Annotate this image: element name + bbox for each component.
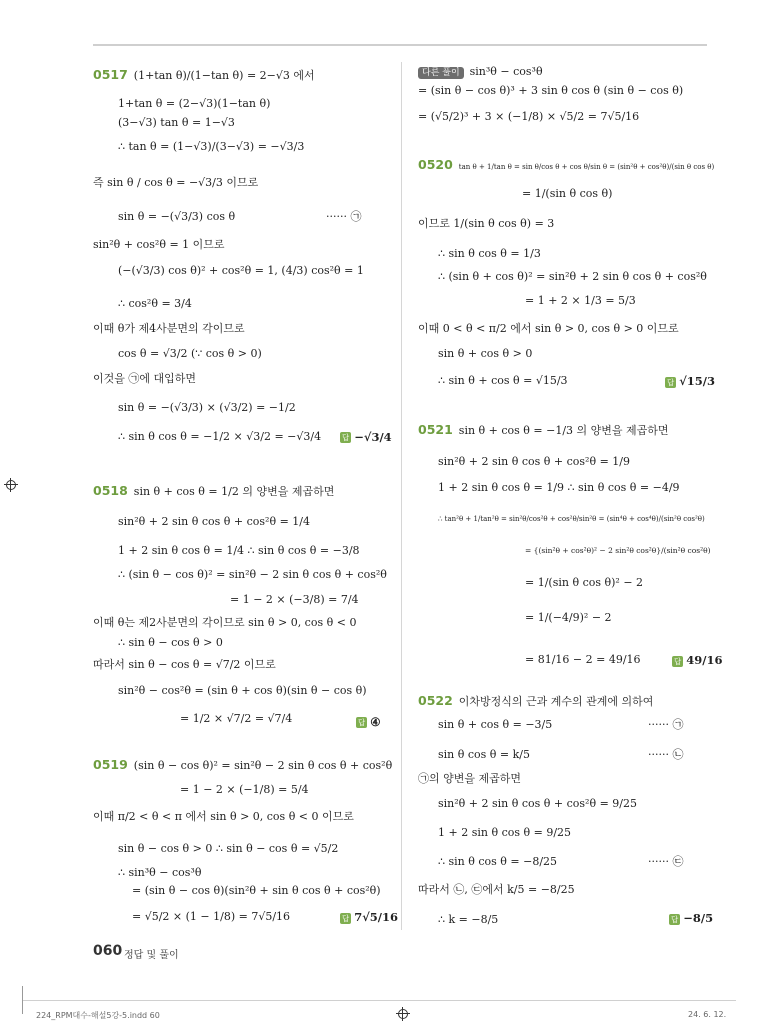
solution-line: [648, 748, 683, 762]
answer-value: ④: [370, 715, 381, 729]
solution-line: [93, 658, 276, 672]
solution-line: [132, 910, 290, 924]
math-text: ∴ cos²θ = 3/4: [118, 297, 192, 310]
math-text: = 1/2 × √7/2 = √7/4: [180, 712, 293, 725]
math-text: tan θ + 1/tan θ = sin θ/cos θ + cos θ/sin θ = (sin²θ + cos²θ)/(sin θ cos θ): [458, 163, 715, 171]
math-text: sin θ + cos θ > 0: [438, 347, 533, 360]
solution-line: [438, 481, 680, 495]
solution-line: [648, 718, 683, 732]
answer-value: 7√5/16: [354, 910, 399, 924]
math-text: ∴ sin³θ − cos³θ: [118, 866, 202, 879]
answer-line: [669, 911, 713, 927]
answer-badge: 답: [358, 718, 366, 727]
problem-0519: [93, 758, 392, 773]
solution-line: [418, 84, 683, 98]
solution-line: [93, 176, 258, 190]
solution-line: [648, 855, 683, 869]
math-text: ∴ tan θ = (1−√3)/(3−√3) = −√3/3: [118, 140, 305, 153]
answer-badge: 답: [667, 378, 675, 387]
math-text: = 1 − 2 × (−1/8) = 5/4: [180, 783, 309, 796]
solution-line: [118, 297, 192, 311]
solution-line: [438, 374, 568, 388]
solution-line: [326, 210, 361, 224]
problem-0518: [93, 484, 334, 499]
solution-line: [93, 238, 225, 252]
math-text: = 81/16 − 2 = 49/16: [525, 653, 641, 666]
problem-0520: [418, 158, 714, 174]
math-text: sin θ − cos θ > 0 ∴ sin θ − cos θ = √5/2: [118, 842, 339, 855]
math-text: ∴ sin θ − cos θ > 0: [118, 636, 223, 649]
math-text: = 1/(sin θ cos θ)² − 2: [525, 576, 644, 589]
math-text: (sin θ − cos θ)² = sin²θ − 2 sin θ cos θ + cos²θ: [133, 759, 393, 772]
answer-value: −√3/4: [354, 430, 392, 444]
registration-mark-icon: [396, 1007, 410, 1021]
math-text: 이때 π/2 < θ < π 에서 sin θ > 0, cos θ < 0 이므로: [93, 810, 354, 823]
math-text: ∴ tan²θ + 1/tan²θ = sin²θ/cos²θ + cos²θ/sin²θ = (sin⁴θ + cos⁴θ)/(sin²θ cos²θ): [438, 515, 705, 523]
problem-0517: [93, 68, 315, 83]
solution-line: [525, 653, 641, 667]
answer-line: [340, 430, 392, 445]
solution-line: [118, 636, 223, 650]
solution-line: [438, 455, 630, 469]
solution-line: [438, 855, 557, 869]
header-rule: [93, 44, 707, 46]
solution-line: [118, 347, 262, 361]
solution-line: [438, 270, 707, 284]
math-text: sin²θ − cos²θ = (sin θ + cos θ)(sin θ − cos θ): [118, 684, 367, 697]
math-text: = (√5/2)³ + 3 × (−1/8) × √5/2 = 7√5/16: [418, 110, 640, 123]
math-text: 즉 sin θ / cos θ = −√3/3 이므로: [93, 176, 259, 189]
solution-line: [93, 616, 356, 630]
math-text: sin θ = −(√3/3) × (√3/2) = −1/2: [118, 401, 296, 414]
solution-line: [418, 883, 575, 897]
math-text: 이때 0 < θ < π/2 에서 sin θ > 0, cos θ > 0 이므로: [418, 322, 679, 335]
math-text: (1+tan θ)/(1−tan θ) = 2−√3 에서: [133, 69, 315, 82]
solution-line: [118, 210, 235, 224]
registration-mark-icon: [4, 478, 18, 492]
answer-badge: 답: [342, 914, 350, 923]
solution-line: [418, 65, 543, 80]
math-text: 이때 θ가 제4사분면의 각이므로: [93, 322, 245, 335]
math-text: sin θ = −(√3/3) cos θ: [118, 210, 236, 223]
math-text: ······ ㉢: [648, 855, 684, 868]
solution-line: [438, 748, 530, 762]
math-text: ∴ sin θ cos θ = −8/25: [438, 855, 558, 868]
math-text: sin³θ − cos³θ: [469, 65, 543, 78]
math-text: ······ ㉡: [648, 748, 684, 761]
math-text: = 1 + 2 × 1/3 = 5/3: [525, 294, 636, 307]
solution-line: [180, 712, 292, 726]
problem-number: 0518: [93, 483, 128, 498]
math-text: 1 + 2 sin θ cos θ = 1/9 ∴ sin θ cos θ = −4/9: [438, 481, 680, 494]
solution-line: [418, 110, 639, 124]
solution-line: [118, 684, 367, 698]
solution-line: [118, 116, 235, 130]
math-text: ㉠의 양변을 제곱하면: [418, 772, 522, 785]
math-text: sin θ + cos θ = 1/2 의 양변을 제곱하면: [133, 485, 335, 498]
solution-line: [525, 576, 643, 590]
math-text: sin²θ + 2 sin θ cos θ + cos²θ = 9/25: [438, 797, 637, 810]
answer-line: [665, 374, 715, 390]
solution-line: [118, 515, 310, 529]
math-text: = 1 − 2 × (−3/8) = 7/4: [230, 593, 359, 606]
math-text: ∴ sin θ + cos θ = √15/3: [438, 374, 568, 387]
solution-line: [93, 372, 196, 386]
solution-line: [118, 568, 387, 582]
solution-line: [93, 322, 245, 336]
solution-line: [418, 322, 679, 336]
solution-line: [438, 797, 637, 811]
solution-line: [525, 544, 711, 558]
math-text: (3−√3) tan θ = 1−√3: [118, 116, 235, 129]
crop-mark: [22, 986, 23, 1014]
answer-value: √15/3: [679, 374, 716, 388]
math-text: 이때 θ는 제2사분면의 각이므로 sin θ > 0, cos θ < 0: [93, 616, 357, 629]
math-text: 이므로 1/(sin θ cos θ) = 3: [418, 217, 555, 230]
math-text: 따라서 sin θ − cos θ = √7/2 이므로: [93, 658, 276, 671]
math-text: ∴ sin θ cos θ = −1/2 × √3/2 = −√3/4: [118, 430, 322, 443]
solution-line: [118, 264, 364, 278]
solution-line: [118, 866, 201, 880]
math-text: 1 + 2 sin θ cos θ = 9/25: [438, 826, 572, 839]
solution-line: [418, 217, 554, 231]
answer-line: [672, 653, 722, 669]
problem-0522: [418, 694, 653, 709]
math-text: sin θ + cos θ = −1/3 의 양변을 제곱하면: [458, 424, 669, 437]
solution-line: [230, 593, 359, 607]
math-text: ∴ (sin θ + cos θ)² = sin²θ + 2 sin θ cos θ + cos²θ: [438, 270, 707, 283]
math-text: cos θ = √3/2 (∵ cos θ > 0): [118, 347, 262, 360]
solution-line: [525, 611, 612, 625]
math-text: sin²θ + 2 sin θ cos θ + cos²θ = 1/9: [438, 455, 630, 468]
math-text: = {(sin²θ + cos²θ)² − 2 sin²θ cos²θ}/(sin²θ cos²θ): [525, 546, 711, 555]
answer-value: −8/5: [683, 911, 714, 925]
math-text: sin θ + cos θ = −3/5: [438, 718, 553, 731]
alt-solution-badge: 다른 풀이: [418, 67, 464, 79]
solution-line: [93, 810, 354, 824]
solution-line: [522, 187, 612, 201]
answer-badge: 답: [674, 657, 682, 666]
math-text: sin²θ + 2 sin θ cos θ + cos²θ = 1/4: [118, 515, 310, 528]
problem-number: 0519: [93, 757, 128, 772]
math-text: 이차방정식의 근과 계수의 관계에 의하여: [458, 695, 654, 708]
problem-number: 0522: [418, 693, 453, 708]
math-text: = (sin θ − cos θ)³ + 3 sin θ cos θ (sin θ − cos θ): [418, 84, 684, 97]
math-text: 따라서 ㉡, ㉢에서 k/5 = −8/25: [418, 883, 575, 896]
solution-line: [132, 884, 381, 898]
math-text: = 1/(−4/9)² − 2: [525, 611, 612, 624]
solution-line: [118, 401, 296, 415]
slug-rule: [22, 1000, 736, 1001]
math-text: ∴ (sin θ − cos θ)² = sin²θ − 2 sin θ cos θ + cos²θ: [118, 568, 387, 581]
math-text: 이것을 ㉠에 대입하면: [93, 372, 197, 385]
solution-line: [438, 718, 552, 732]
column-divider: [401, 62, 402, 930]
page-number: 060: [93, 943, 123, 959]
solution-line: [438, 247, 541, 261]
math-text: ∴ k = −8/5: [438, 913, 499, 926]
problem-number: 0521: [418, 422, 453, 437]
footer-label: 정답 및 풀이: [124, 950, 179, 961]
answer-value: 49/16: [686, 653, 723, 667]
solution-line: [118, 842, 338, 856]
math-text: = (sin θ − cos θ)(sin²θ + sin θ cos θ + cos²θ): [132, 884, 381, 897]
slug-date: 24. 6. 12.: [688, 1010, 727, 1019]
solution-line: [118, 97, 270, 111]
answer-badge: 답: [671, 915, 679, 924]
solution-line: [418, 772, 521, 786]
solution-line: [118, 544, 360, 558]
math-text: 1+tan θ = (2−√3)(1−tan θ): [118, 97, 271, 110]
problem-number: 0517: [93, 67, 128, 82]
math-text: (−(√3/3) cos θ)² + cos²θ = 1, (4/3) cos²θ = 1: [118, 264, 364, 277]
solution-line: [438, 913, 498, 927]
solution-line: [118, 430, 321, 444]
answer-line: [356, 715, 381, 730]
problem-0521: [418, 423, 669, 438]
answer-badge: 답: [342, 433, 350, 442]
slug-filename: 224_RPM대수-해설5강-5.indd 60: [36, 1011, 160, 1020]
solution-line: [438, 826, 571, 840]
math-text: = √5/2 × (1 − 1/8) = 7√5/16: [132, 910, 291, 923]
math-text: 1 + 2 sin θ cos θ = 1/4 ∴ sin θ cos θ = −3/8: [118, 544, 360, 557]
solution-line: [438, 512, 705, 526]
math-text: ∴ sin θ cos θ = 1/3: [438, 247, 541, 260]
problem-number: 0520: [418, 157, 453, 172]
math-text: sin θ cos θ = k/5: [438, 748, 530, 761]
solution-line: [438, 347, 532, 361]
answer-line: [340, 910, 398, 926]
math-text: = 1/(sin θ cos θ): [522, 187, 613, 200]
solution-line: [118, 140, 304, 154]
math-text: ······ ㉠: [648, 718, 684, 731]
math-text: sin²θ + cos²θ = 1 이므로: [93, 238, 225, 251]
math-text: ······ ㉠: [326, 210, 362, 223]
solution-line: [180, 783, 309, 797]
solution-line: [525, 294, 636, 308]
